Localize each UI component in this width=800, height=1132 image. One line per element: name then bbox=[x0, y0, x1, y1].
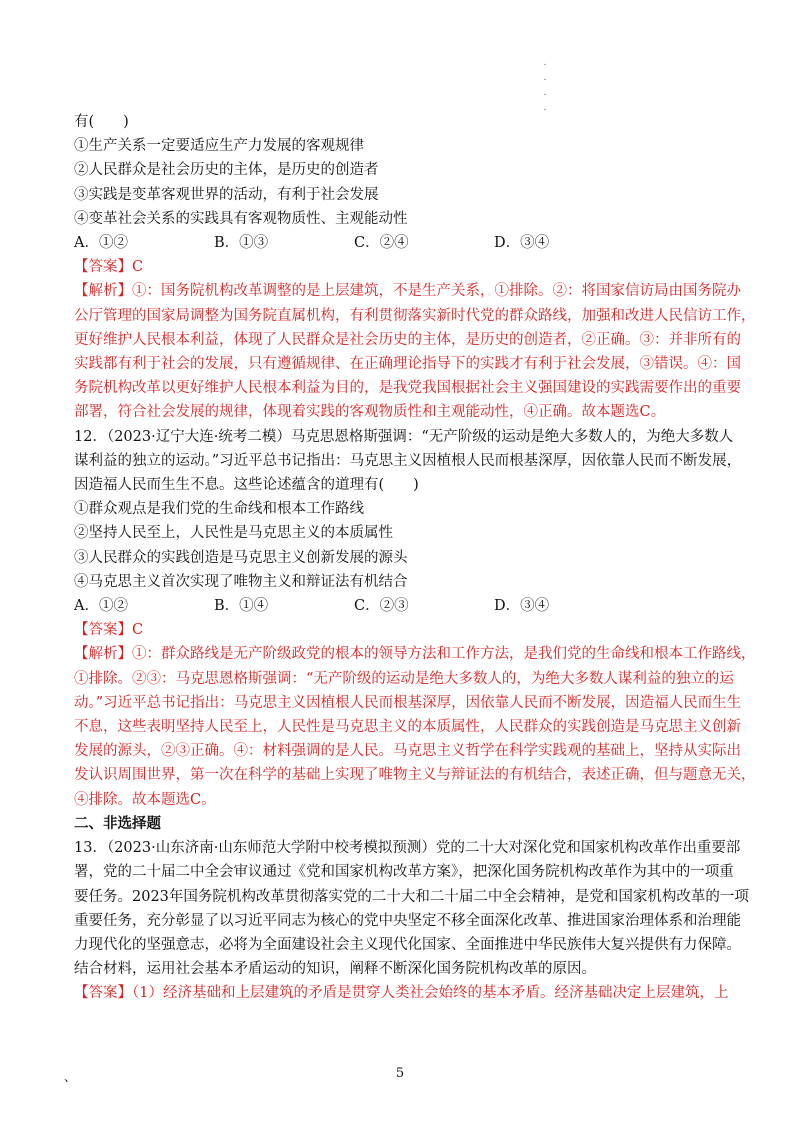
q12-option-b: B．①④ bbox=[214, 598, 269, 615]
q11-analysis-line: 务院机构改革以更好维护人民根本利益为目的，是我党我国根据社会主义强国建设的实践需要作出的重要 bbox=[74, 380, 741, 397]
q11-analysis-line: 更好维护人民根本利益，体现了人民群众是社会历史的主体，是历史的创造者，②正确。③：并非所有的 bbox=[74, 331, 741, 348]
q11-item-1: ①生产关系一定要适应生产力发展的客观规律 bbox=[74, 138, 364, 155]
q11-option-a: A．①② bbox=[74, 235, 128, 252]
q12-analysis-line: 发认识周围世界，第一次在科学的基础上实现了唯物主义与辩证法的有机结合，表述正确，但与题意无关， bbox=[74, 767, 756, 784]
page-number: 5 bbox=[395, 1066, 405, 1081]
q11-analysis-line: 部署，符合社会发展的规律，体现着实践的客观物质性和主观能动性，④正确。故本题选C。 bbox=[74, 404, 666, 421]
header-dots bbox=[542, 56, 548, 116]
header-dot: . bbox=[543, 103, 547, 113]
q11-option-b: B．①③ bbox=[214, 235, 269, 252]
q11-analysis-line: 实践都有利于社会的发展，只有遵循规律、在正确理论指导下的实践才有利于社会发展，③错误。④：国 bbox=[74, 356, 741, 373]
q12-analysis-line: ④排除。故本题选C。 bbox=[74, 791, 216, 808]
q11-item-2: ②人民群众是社会历史的主体，是历史的创造者 bbox=[74, 162, 379, 179]
q11-answer bbox=[74, 255, 736, 279]
q12-answer-value: C bbox=[132, 622, 144, 639]
q11-option-d: D．③④ bbox=[494, 235, 550, 252]
q12-option-a: A．①② bbox=[74, 598, 128, 615]
q11-analysis-line: ①：国务院机构改革调整的是上层建筑，不是生产关系，①排除。②：将国家信访局由国务院办 bbox=[132, 283, 741, 300]
q11-item-3: ③实践是变革客观世界的活动，有利于社会发展 bbox=[74, 186, 379, 203]
q12-stem-line: 谋利益的独立的运动。”习近平总书记指出：马克思主义因植根人民而根基深厚，因依靠人民而不断发展， bbox=[74, 452, 742, 469]
q13-answer bbox=[74, 981, 736, 1005]
question-12 bbox=[74, 425, 756, 812]
q12-stem-line: 12．（2023·辽宁大连·统考二模）马克思恩格斯强调：“无产阶级的运动是绝大多数人的，为绝大多数人 bbox=[74, 428, 734, 445]
q12-option-c: C．②③ bbox=[354, 598, 409, 615]
q12-analysis-line: 动。”习近平总书记指出：马克思主义因植根人民而根基深厚，因依靠人民而不断发展，因造福人民而生生 bbox=[74, 694, 742, 711]
answer-tag: 【答案】 bbox=[74, 985, 132, 1002]
q13-stem-line: 结合材料，运用社会基本矛盾运动的知识，阐释不断深化国务院机构改革的原因。 bbox=[74, 961, 596, 978]
q12-answer bbox=[74, 618, 736, 642]
q11-stem-tail: 有( ) bbox=[74, 114, 129, 130]
q11-analysis-line: 公厅管理的国家局调整为国务院直属机构，有利贯彻落实新时代党的群众路线，加强和改进人民信访工作， bbox=[74, 307, 756, 324]
q12-analysis-line: ①：群众路线是无产阶级政党的根本的领导方法和工作方法，是我们党的生命线和根本工作路线， bbox=[132, 646, 756, 663]
q12-item-2: ②坚持人民至上，人民性是马克思主义的本质属性 bbox=[74, 525, 393, 542]
q12-item-3: ③人民群众的实践创造是马克思主义创新发展的源头 bbox=[74, 549, 408, 566]
q12-option-d: D．③④ bbox=[494, 598, 550, 615]
q11-item-4: ④变革社会关系的实践具有客观物质性、主观能动性 bbox=[74, 210, 408, 227]
q13-stem-line: 署，党的二十届二中全会审议通过《党和国家机构改革方案》，把深化国务院机构改革作为其中的一项重 bbox=[74, 864, 734, 881]
q12-item-4: ④马克思主义首次实现了唯物主义和辩证法有机结合 bbox=[74, 573, 408, 590]
q12-analysis-line: ①排除。②③：马克思恩格斯强调：“无产阶级的运动是绝大多数人的，为绝大多数人谋利益的独立的运 bbox=[74, 670, 734, 687]
header-dot: . bbox=[543, 58, 547, 68]
q12-stem-line: 因造福人民而生生不息。这些论述蕴含的道理有( ) bbox=[74, 477, 419, 494]
answer-tag: 【答案】 bbox=[74, 259, 132, 276]
q13-stem-line: 重要任务，充分彰显了以习近平同志为核心的党中央坚定不移全面深化改革、推进国家治理体系和治理能 bbox=[74, 912, 741, 929]
header-dot: . bbox=[543, 88, 547, 98]
question-13 bbox=[74, 836, 749, 1005]
q11-option-c: C．②④ bbox=[354, 235, 409, 252]
q12-analysis-line: 发展的源头，②③正确。④：材料强调的是人民。马克思主义哲学在科学实践观的基础上，坚持从实际出 bbox=[74, 743, 741, 760]
q13-stem-line: 13．（2023·山东济南·山东师范大学附中校考模拟预测）党的二十大对深化党和国家机构改革作出重要部 bbox=[74, 840, 741, 857]
q11-answer-value: C bbox=[132, 259, 144, 276]
q12-options bbox=[74, 594, 736, 618]
question-11 bbox=[74, 110, 756, 425]
header-dot: . bbox=[543, 73, 547, 83]
corner-mark: 、 bbox=[64, 1070, 77, 1084]
page-content bbox=[74, 110, 756, 1006]
q13-stem-line: 要任务。2023年国务院机构改革贯彻落实党的二十大和二十届二中全会精神，是党和国家机构改革的一项 bbox=[74, 888, 749, 905]
q12-analysis-line: 不息，这些表明坚持人民至上，人民性是马克思主义的本质属性，人民群众的实践创造是马克思主义创新 bbox=[74, 719, 741, 736]
q13-stem-line: 力现代化的坚强意志，必将为全面建设社会主义现代化国家、全面推进中华民族伟大复兴提供有力保障。 bbox=[74, 936, 741, 953]
q13-answer-line: （1）经济基础和上层建筑的矛盾是贯穿人类社会始终的基本矛盾。经济基础决定上层建筑，上 bbox=[132, 985, 729, 1002]
answer-tag: 【答案】 bbox=[74, 622, 132, 639]
q12-analysis bbox=[74, 642, 756, 811]
analysis-tag: 【解析】 bbox=[74, 646, 132, 663]
section-heading: 二、非选择题 bbox=[74, 814, 161, 832]
analysis-tag: 【解析】 bbox=[74, 283, 132, 300]
q12-item-1: ①群众观点是我们党的生命线和根本工作路线 bbox=[74, 501, 364, 518]
q11-options bbox=[74, 231, 736, 255]
q11-analysis bbox=[74, 279, 756, 424]
